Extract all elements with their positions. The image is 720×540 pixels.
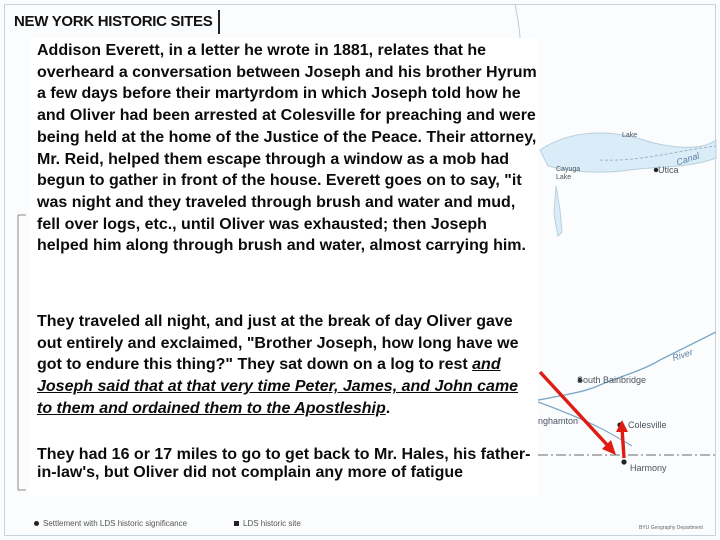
legend-settlement-label: Settlement with LDS historic significance (43, 519, 188, 528)
finger-lake-shape (554, 186, 562, 236)
paragraph-2-end: . (385, 399, 391, 417)
map-label-lake: Lake (622, 132, 638, 139)
red-arrow-short (622, 428, 624, 458)
map-label-binghamton: nghamton (538, 416, 579, 426)
paragraph-2-emphasis: and Joseph said that at that very time Peter, James, and John came to them and ordained them to the Apostleship (37, 356, 519, 417)
map-label-utica: Utica (658, 165, 679, 175)
settlement-dot-icon (34, 521, 39, 526)
paragraph-2 (37, 311, 537, 420)
map-credit: BYU Geography Department (639, 525, 703, 531)
map-label-canal: Canal (675, 150, 701, 168)
legend-settlement (34, 519, 187, 528)
map-label-river: River (670, 346, 695, 364)
map-label-south-bainbridge: South Bainbridge (577, 375, 647, 385)
harmony-dot (621, 459, 626, 464)
legend-site-label: LDS historic site (243, 519, 301, 528)
map-label-cayuga: Cayuga Lake (556, 166, 581, 181)
paragraph-1: Addison Everett, in a letter he wrote in 1881, relates that he overheard a conversation between Joseph and his brother Hyrum a few days before their martyrdom in which Joseph told how he and Oliver had been arrested at Colesville for preaching and were being held at the home of the Justice of the Peace. Their attorney, Mr. Reid, helped them escape through a window as a mob had begun to gather in front of the house. Everett goes on to say, "it was night and they traveled through brush and water and mud, fell over logs, etc., until Oliver was exhausted; then Joseph helped him along through brush and water, almost carrying him. (37, 42, 537, 255)
header (8, 10, 220, 34)
map-label-colesville: Colesville (628, 420, 667, 430)
site-square-icon (234, 521, 239, 526)
narrative-panel (30, 38, 538, 496)
map-label-harmony: Harmony (630, 463, 667, 473)
paragraph-3: They had 16 or 17 miles to go to get back to Mr. Hales, his father-in-law's, but Oliver did not complain any more of fatigue (37, 446, 531, 481)
page-title: NEW YORK HISTORIC SITES (14, 13, 213, 30)
paragraph-2-start: They traveled all night, and just at the break of day Oliver gave out entirely and exclaimed, "Brother Joseph, how long have we got to endure this thing?" They sat down on a log to rest (37, 313, 519, 374)
river-line (538, 332, 716, 400)
legend-site (234, 519, 301, 528)
left-bracket (18, 215, 26, 490)
